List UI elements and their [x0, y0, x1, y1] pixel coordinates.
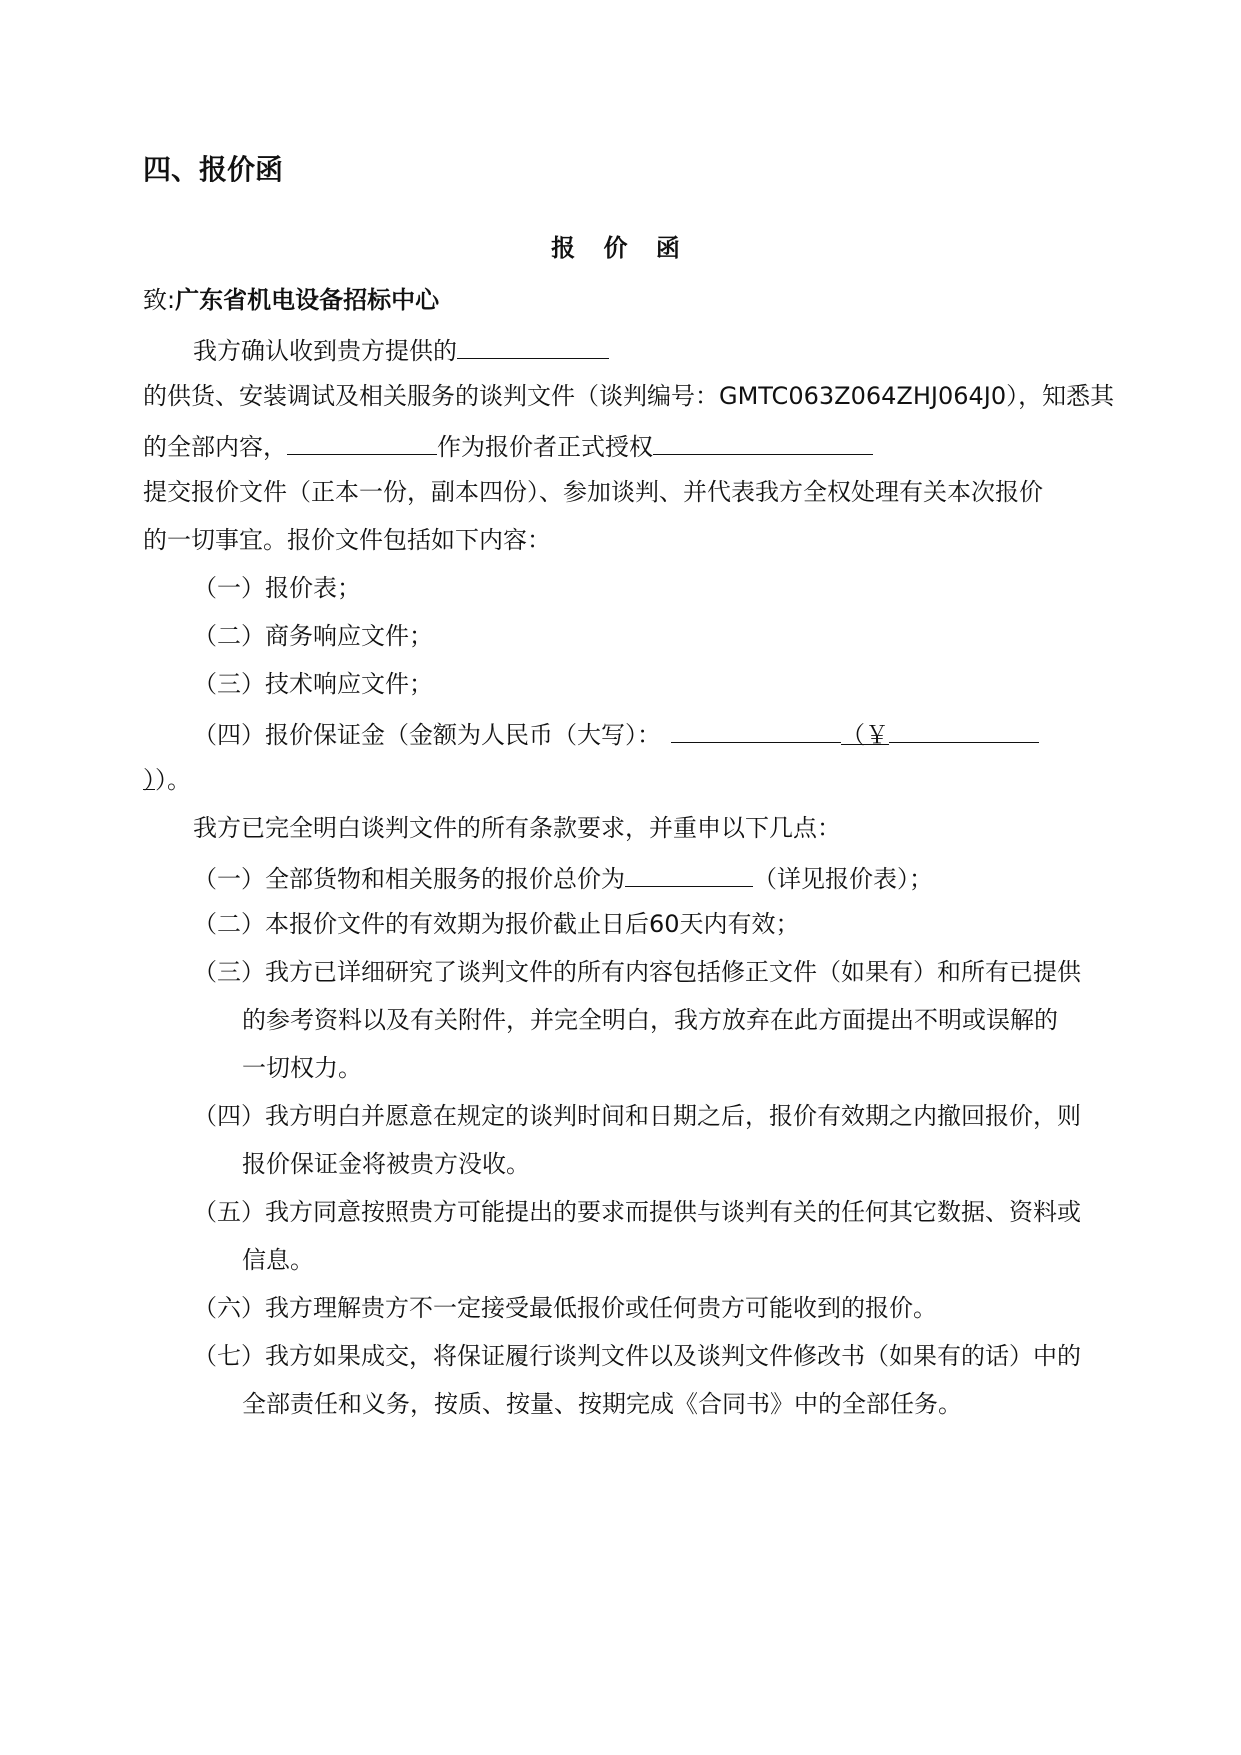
point-text: （一）全部货物和相关服务的报价总价为	[193, 865, 625, 893]
para2: 我方已完全明白谈判文件的所有条款要求，并重申以下几点：	[193, 814, 841, 842]
point-text: （详见报价表）；	[753, 865, 933, 893]
para1-line2: 的供货、安装调试及相关服务的谈判文件（谈判编号：GMTC063Z064ZHJ064J0），知悉其	[143, 382, 1115, 410]
point-4-line1: （四）我方明白并愿意在规定的谈判时间和日期之后，报价有效期之内撤回报价，则	[193, 1102, 1081, 1130]
authorizer-blank	[287, 428, 437, 455]
point-6: （六）我方理解贵方不一定接受最低报价或任何贵方可能收到的报价。	[193, 1294, 937, 1322]
content-item-1: （一）报价表；	[193, 574, 361, 602]
para1-text: 作为报价者正式授权	[437, 433, 653, 461]
para1-line5: 的一切事宜。报价文件包括如下内容：	[143, 526, 551, 554]
point-5-line2: 信息。	[242, 1246, 314, 1274]
addressee-prefix: 致:	[143, 286, 176, 314]
para1-line3	[143, 428, 873, 460]
point-3-line3: 一切权力。	[242, 1054, 362, 1082]
point-3-line1: （三）我方已详细研究了谈判文件的所有内容包括修正文件（如果有）和所有已提供	[193, 958, 1081, 986]
project-name-blank	[457, 332, 609, 359]
deposit-yen: （￥	[841, 721, 889, 749]
deposit-line	[193, 716, 1039, 748]
point-3-line2: 的参考资料以及有关附件，并完全明白，我方放弃在此方面提出不明或误解的	[242, 1006, 1058, 1034]
deposit-line-end	[143, 764, 191, 796]
deposit-amount-number-blank	[889, 716, 1039, 743]
section-heading: 四、报价函	[143, 153, 284, 186]
document-title: 报 价 函	[551, 234, 690, 262]
point-7-line1: （七）我方如果成交，将保证履行谈判文件以及谈判文件修改书（如果有的话）中的	[193, 1342, 1081, 1370]
content-item-3: （三）技术响应文件；	[193, 670, 433, 698]
point-4-line2: 报价保证金将被贵方没收。	[242, 1150, 530, 1178]
deposit-close-paren: ）	[143, 766, 155, 794]
deposit-tail: ）。	[155, 766, 191, 794]
point-5-line1: （五）我方同意按照贵方可能提出的要求而提供与谈判有关的任何其它数据、资料或	[193, 1198, 1081, 1226]
point-1	[193, 860, 933, 892]
total-price-blank	[625, 860, 753, 887]
addressee-line	[143, 284, 439, 316]
para1-text: 的全部内容，	[143, 433, 287, 461]
para1-line4: 提交报价文件（正本一份，副本四份）、参加谈判、并代表我方全权处理有关本次报价	[143, 478, 1043, 506]
para1-text: 我方确认收到贵方提供的	[193, 337, 457, 365]
addressee-name: 广东省机电设备招标中心	[175, 286, 440, 314]
content-item-2: （二）商务响应文件；	[193, 622, 433, 650]
point-2: （二）本报价文件的有效期为报价截止日后60天内有效；	[193, 910, 800, 938]
para1-line1	[193, 332, 609, 364]
deposit-label: （四）报价保证金（金额为人民币（大写）：	[193, 721, 661, 749]
deposit-amount-words-blank	[671, 716, 841, 743]
authorized-person-blank	[653, 428, 873, 455]
point-7-line2: 全部责任和义务，按质、按量、按期完成《合同书》中的全部任务。	[242, 1390, 962, 1418]
